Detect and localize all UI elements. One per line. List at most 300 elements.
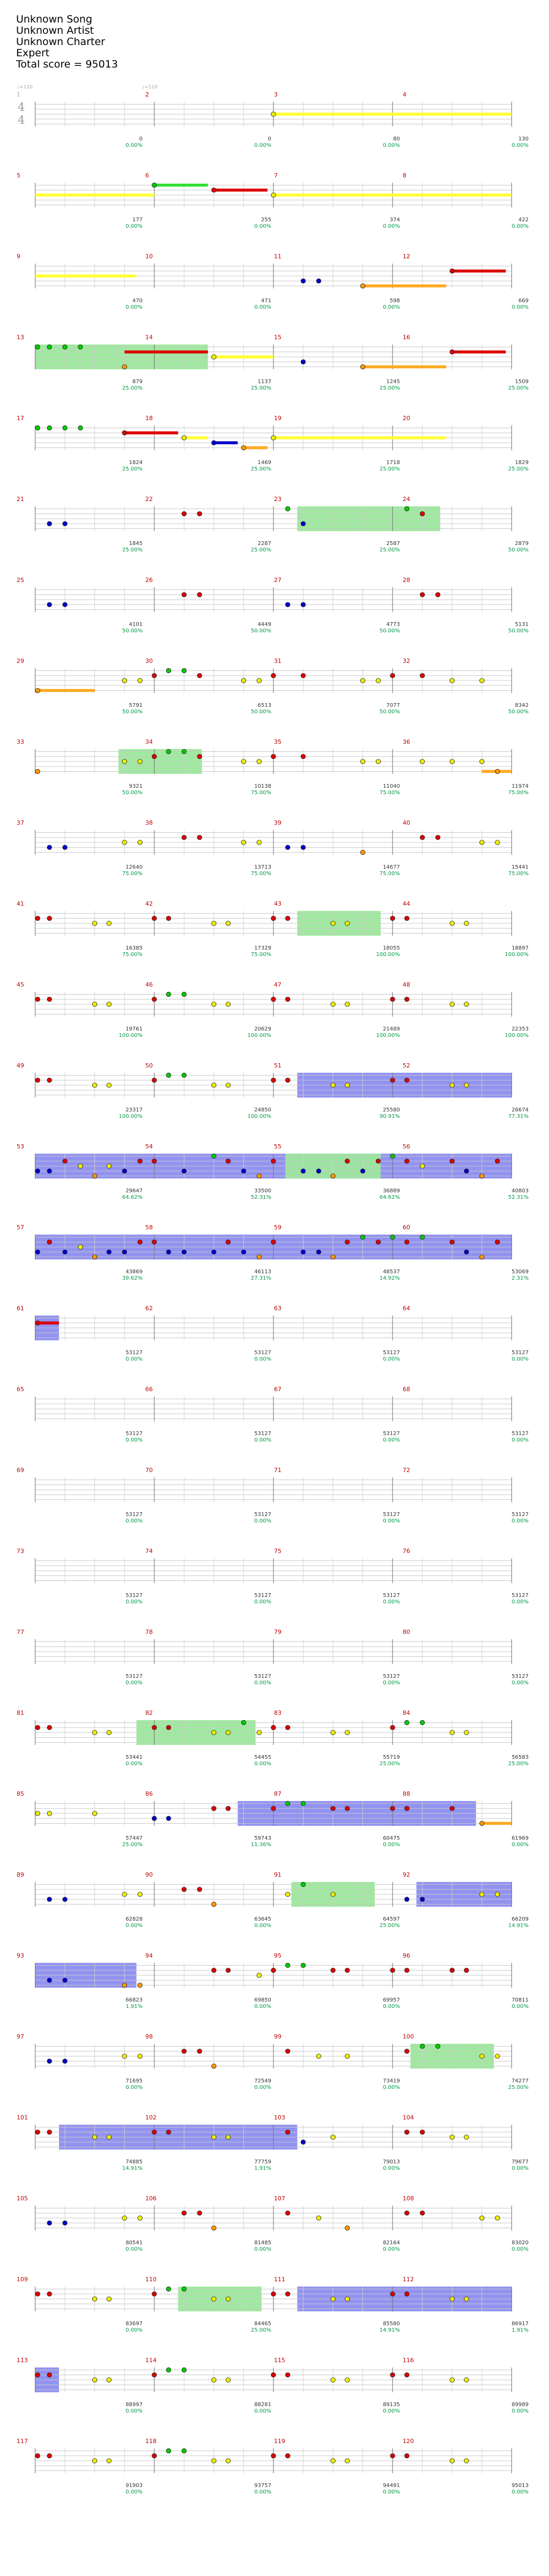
yellow-note xyxy=(241,840,246,845)
red-note xyxy=(420,511,425,516)
yellow-note xyxy=(331,1892,336,1897)
measure-score: 20629 xyxy=(254,1026,271,1032)
chart-row xyxy=(16,2356,531,2423)
green-note xyxy=(241,1720,246,1725)
yellow-note xyxy=(331,2135,336,2140)
measure-score: 6513 xyxy=(257,703,271,708)
song-difficulty: Expert xyxy=(16,47,50,59)
measure-sp-percent: 0.00% xyxy=(125,1518,143,1524)
yellow-note xyxy=(257,840,262,845)
measure-number: 24 xyxy=(403,496,410,503)
blue-note xyxy=(166,1816,171,1821)
staff xyxy=(16,182,531,208)
red-note xyxy=(405,2453,410,2458)
red-note xyxy=(301,673,306,678)
staff xyxy=(16,1881,531,1908)
measure-score: 23317 xyxy=(125,1107,143,1113)
red-note xyxy=(47,2291,52,2296)
blue-note xyxy=(63,2059,68,2064)
measure-number: 56 xyxy=(403,1143,410,1150)
red-note xyxy=(285,916,290,921)
measure-sp-percent: 100.00% xyxy=(118,1114,143,1119)
yellow-note xyxy=(226,1083,231,1088)
blue-note xyxy=(241,1169,246,1174)
green-note xyxy=(166,2287,171,2291)
measure-sp-percent: 0.00% xyxy=(383,2004,400,2010)
yellow-note xyxy=(138,678,143,683)
chart-row xyxy=(16,171,531,238)
chart-row xyxy=(16,1466,531,1533)
staff xyxy=(16,505,531,532)
red-note xyxy=(197,592,202,597)
green-note xyxy=(182,992,187,997)
measure-number: 105 xyxy=(17,2195,28,2202)
measure-sp-percent: 2.31% xyxy=(511,1275,529,1281)
red-note xyxy=(63,1159,68,1163)
measure-sp-percent: 50.00% xyxy=(508,547,529,553)
measure-score: 5791 xyxy=(129,703,143,708)
measure-score: 4773 xyxy=(386,622,400,628)
yellow-note xyxy=(464,2297,469,2302)
measure-sp-percent: 25.00% xyxy=(250,385,271,391)
chart-row xyxy=(16,2437,531,2504)
sustain-bar xyxy=(214,189,268,192)
measure-sp-percent: 0.00% xyxy=(254,1518,271,1524)
sustain-bar xyxy=(154,184,208,187)
staff xyxy=(16,1153,531,1179)
measure-sp-percent: 100.00% xyxy=(505,952,529,958)
staff xyxy=(16,991,531,1018)
measure-number: 97 xyxy=(17,2033,24,2040)
yellow-note xyxy=(226,2459,231,2463)
red-note xyxy=(152,1725,157,1730)
red-note xyxy=(345,1806,350,1811)
measure-score: 471 xyxy=(261,298,271,304)
measure-sp-percent: 0.00% xyxy=(254,2004,271,2010)
measure-score: 53127 xyxy=(511,1593,529,1599)
blue-note xyxy=(47,845,52,850)
red-note xyxy=(420,592,425,597)
blue-note xyxy=(301,360,306,364)
measure-number: 63 xyxy=(274,1305,281,1312)
measure-score: 12640 xyxy=(125,864,143,870)
measure-score: 4101 xyxy=(129,622,143,628)
blue-note xyxy=(47,521,52,526)
red-note xyxy=(166,1725,171,1730)
red-note xyxy=(166,916,171,921)
green-note xyxy=(166,992,171,997)
measure-number: 82 xyxy=(145,1709,153,1716)
measure-number: 47 xyxy=(274,981,281,988)
red-note xyxy=(390,2372,395,2377)
measure-sp-percent: 0.00% xyxy=(511,304,529,310)
measure-number: 109 xyxy=(17,2276,28,2283)
measure-number: 21 xyxy=(17,496,24,503)
blue-note xyxy=(301,521,306,526)
measure-sp-percent: 0.00% xyxy=(125,1599,143,1605)
measure-sp-percent: 0.00% xyxy=(383,2489,400,2495)
measure-score: 53127 xyxy=(383,1512,400,1518)
measure-score: 1718 xyxy=(386,460,400,466)
red-note xyxy=(138,1240,143,1244)
measure-score: 13713 xyxy=(254,864,271,870)
green-note xyxy=(182,2448,187,2453)
measure-number: 36 xyxy=(403,738,410,745)
green-note xyxy=(182,2368,187,2372)
measure-score: 0 xyxy=(268,136,271,142)
measure-number: 60 xyxy=(403,1224,410,1231)
yellow-note xyxy=(495,840,500,845)
green-note xyxy=(166,2368,171,2372)
measure-sp-percent: 0.00% xyxy=(511,2489,529,2495)
yellow-note xyxy=(212,1002,217,1007)
yellow-note xyxy=(271,112,276,117)
red-note xyxy=(35,997,40,1002)
measure-number: 58 xyxy=(145,1224,153,1231)
measure-score: 1824 xyxy=(129,460,143,466)
staff xyxy=(16,2447,531,2474)
song-title: Unknown Song xyxy=(16,13,93,25)
measure-score: 70811 xyxy=(511,1997,529,2003)
yellow-note xyxy=(122,840,127,845)
measure-number: 100 xyxy=(403,2033,414,2040)
measure-sp-percent: 0.00% xyxy=(254,2408,271,2414)
measure-sp-percent: 0.00% xyxy=(383,1437,400,1443)
sustain-bar xyxy=(482,1822,512,1825)
measure-sp-percent: 50.00% xyxy=(379,628,400,634)
measure-score: 63645 xyxy=(254,1916,271,1922)
measure-score: 11974 xyxy=(511,783,529,789)
yellow-note xyxy=(360,678,365,683)
measure-score: 19761 xyxy=(125,1026,143,1032)
blue-note xyxy=(405,1897,410,1902)
measure-number: 70 xyxy=(145,1467,153,1474)
measure-sp-percent: 0.00% xyxy=(125,223,143,229)
yellow-note xyxy=(92,1002,97,1007)
blue-note xyxy=(301,1250,306,1255)
measure-score: 53127 xyxy=(254,1674,271,1679)
red-note xyxy=(197,835,202,840)
sustain-bar xyxy=(214,441,238,444)
measure-score: 25580 xyxy=(383,1107,400,1113)
measure-score: 80 xyxy=(393,136,400,142)
yellow-note xyxy=(226,2378,231,2383)
blue-note xyxy=(63,2221,68,2226)
red-note xyxy=(435,835,440,840)
measure-sp-percent: 0.00% xyxy=(125,2408,143,2414)
blue-note xyxy=(63,1897,68,1902)
measure-sp-percent: 0.00% xyxy=(125,1356,143,1362)
red-note xyxy=(390,1968,395,1973)
red-note xyxy=(197,511,202,516)
yellow-note xyxy=(122,2216,127,2221)
yellow-note xyxy=(464,1730,469,1735)
measure-number: 34 xyxy=(145,738,153,745)
blue-note xyxy=(47,602,52,607)
staff xyxy=(16,2366,531,2393)
orange-note xyxy=(345,2226,350,2230)
measure-number: 111 xyxy=(274,2276,285,2283)
orange-note xyxy=(212,1902,217,1907)
green-note xyxy=(420,1235,425,1240)
measure-score: 59743 xyxy=(254,1835,271,1841)
sustain-bar xyxy=(184,436,207,439)
yellow-note xyxy=(450,2297,455,2302)
blue-note xyxy=(301,845,306,850)
red-note xyxy=(152,997,157,1002)
orange-note xyxy=(495,769,500,774)
chart-row xyxy=(16,414,531,481)
red-note xyxy=(197,2211,202,2215)
red-note xyxy=(390,916,395,921)
yellow-note xyxy=(285,1892,290,1897)
song-artist: Unknown Artist xyxy=(16,25,94,36)
measure-number: 1 xyxy=(17,91,20,98)
red-note xyxy=(331,1968,336,1973)
measure-sp-percent: 25.00% xyxy=(379,1923,400,1929)
measure-number: 61 xyxy=(17,1305,24,1312)
red-note xyxy=(450,268,455,273)
chart-row xyxy=(16,1061,531,1128)
yellow-note xyxy=(212,1730,217,1735)
red-note xyxy=(435,592,440,597)
measure-number: 31 xyxy=(274,658,281,664)
measure-number: 35 xyxy=(274,738,281,745)
measure-number: 94 xyxy=(145,1952,153,1959)
measure-score: 91903 xyxy=(125,2483,143,2489)
measure-score: 53127 xyxy=(383,1674,400,1679)
staff xyxy=(16,1315,531,1341)
staff xyxy=(16,2205,531,2231)
measure-sp-percent: 0.00% xyxy=(254,1761,271,1767)
measure-number: 40 xyxy=(403,819,410,826)
measure-sp-percent: 0.00% xyxy=(254,1356,271,1362)
measure-sp-percent: 1.91% xyxy=(125,2004,143,2010)
yellow-note xyxy=(122,759,127,764)
measure-sp-percent: 100.00% xyxy=(247,1033,271,1039)
green-note xyxy=(285,1801,290,1806)
green-note xyxy=(63,425,68,430)
red-note xyxy=(197,1887,202,1892)
red-note xyxy=(345,1240,350,1244)
blue-note xyxy=(212,440,217,445)
measure-score: 53127 xyxy=(511,1431,529,1437)
measure-number: 78 xyxy=(145,1629,153,1636)
measure-score: 72549 xyxy=(254,2078,271,2084)
measure-sp-percent: 0.00% xyxy=(383,2408,400,2414)
measure-score: 88997 xyxy=(125,2402,143,2408)
measure-sp-percent: 50.00% xyxy=(250,709,271,715)
red-note xyxy=(35,1320,40,1325)
yellow-note xyxy=(182,436,187,440)
blue-note xyxy=(316,1250,321,1255)
measure-number: 54 xyxy=(145,1143,153,1150)
measure-number: 113 xyxy=(17,2357,28,2364)
yellow-note xyxy=(212,355,217,360)
measure-sp-percent: 0.00% xyxy=(511,2408,529,2414)
measure-sp-percent: 0.00% xyxy=(511,2166,529,2171)
time-signature-bottom: 4 xyxy=(18,114,25,126)
measure-score: 66823 xyxy=(125,1997,143,2003)
measure-sp-percent: 0.00% xyxy=(511,1437,529,1443)
measure-number: 65 xyxy=(17,1386,24,1393)
measure-sp-percent: 14.91% xyxy=(122,2166,143,2171)
chart-row xyxy=(16,2032,531,2099)
red-note xyxy=(271,673,276,678)
red-note xyxy=(390,2453,395,2458)
measure-score: 74885 xyxy=(125,2159,143,2165)
measure-sp-percent: 25.00% xyxy=(508,2085,529,2090)
measure-number: 7 xyxy=(274,172,278,179)
measure-number: 69 xyxy=(17,1467,24,1474)
red-note xyxy=(450,1240,455,1244)
staff xyxy=(16,910,531,937)
yellow-note xyxy=(92,921,97,926)
orange-note xyxy=(122,364,127,369)
red-note xyxy=(405,2049,410,2054)
yellow-note xyxy=(212,1083,217,1088)
yellow-note xyxy=(226,2297,231,2302)
red-note xyxy=(226,1968,231,1973)
green-note xyxy=(182,749,187,754)
measure-sp-percent: 0.00% xyxy=(383,143,400,148)
chart-row xyxy=(16,1142,531,1209)
blue-note xyxy=(212,1250,217,1255)
measure-score: 1509 xyxy=(515,379,529,385)
staff xyxy=(16,586,531,613)
measure-number: 53 xyxy=(17,1143,24,1150)
measure-score: 16385 xyxy=(125,945,143,951)
yellow-note xyxy=(212,2297,217,2302)
measure-score: 11040 xyxy=(383,783,400,789)
blue-note xyxy=(35,1250,40,1255)
staff xyxy=(16,1719,531,1746)
yellow-note xyxy=(257,759,262,764)
measure-score: 1829 xyxy=(515,460,529,466)
red-note xyxy=(47,1240,52,1244)
yellow-note xyxy=(495,2054,500,2059)
chart-row xyxy=(16,2275,531,2342)
measure-sp-percent: 0.00% xyxy=(511,1680,529,1686)
measure-sp-percent: 0.00% xyxy=(511,1842,529,1848)
red-note xyxy=(152,754,157,759)
measure-score: 81485 xyxy=(254,2240,271,2246)
measure-number: 84 xyxy=(403,1709,410,1716)
blue-note xyxy=(63,1978,68,1983)
yellow-note xyxy=(331,1083,336,1088)
measure-sp-percent: 0.00% xyxy=(125,2489,143,2495)
measure-score: 53127 xyxy=(254,1350,271,1356)
measure-score: 56583 xyxy=(511,1754,529,1760)
measure-score: 8342 xyxy=(515,703,529,708)
measure-sp-percent: 0.00% xyxy=(254,1923,271,1929)
measure-score: 53127 xyxy=(511,1512,529,1518)
blue-note xyxy=(47,2221,52,2226)
blue-note xyxy=(166,1250,171,1255)
green-note xyxy=(405,506,410,511)
measure-number: 87 xyxy=(274,1790,281,1797)
measure-sp-percent: 75.00% xyxy=(250,871,271,877)
staff xyxy=(16,1800,531,1827)
measure-score: 66209 xyxy=(511,1916,529,1922)
measure-score: 5131 xyxy=(515,622,529,628)
measure-number: 91 xyxy=(274,1871,281,1878)
measure-number: 66 xyxy=(145,1386,153,1393)
measure-score: 17329 xyxy=(254,945,271,951)
yellow-note xyxy=(376,759,381,764)
measure-sp-percent: 0.00% xyxy=(511,2004,529,2010)
yellow-note xyxy=(316,2216,321,2221)
yellow-note xyxy=(241,678,246,683)
red-note xyxy=(405,2291,410,2296)
measure-score: 88281 xyxy=(254,2402,271,2408)
measure-score: 53127 xyxy=(383,1593,400,1599)
red-note xyxy=(152,2291,157,2296)
yellow-note xyxy=(107,1083,112,1088)
measure-number: 75 xyxy=(274,1548,281,1555)
measure-number: 5 xyxy=(17,172,20,179)
blue-note xyxy=(63,845,68,850)
red-note xyxy=(212,1968,217,1973)
yellow-note xyxy=(450,921,455,926)
measure-score: 1469 xyxy=(257,460,271,466)
red-note xyxy=(390,997,395,1002)
staff xyxy=(16,2124,531,2151)
orange-note xyxy=(331,1174,336,1178)
yellow-note xyxy=(92,1083,97,1088)
red-note xyxy=(152,673,157,678)
staff xyxy=(16,2286,531,2312)
yellow-note xyxy=(450,1730,455,1735)
staff xyxy=(16,2043,531,2070)
yellow-note xyxy=(92,2135,97,2140)
measure-score: 80541 xyxy=(125,2240,143,2246)
chart-row xyxy=(16,495,531,562)
measure-sp-percent: 75.00% xyxy=(379,871,400,877)
time-signature xyxy=(18,101,25,126)
chart-row xyxy=(16,1951,531,2018)
measure-sp-percent: 0.00% xyxy=(254,223,271,229)
measure-score: 53127 xyxy=(511,1350,529,1356)
red-note xyxy=(420,835,425,840)
measure-number: 71 xyxy=(274,1467,281,1474)
yellow-note xyxy=(78,1245,83,1250)
measure-sp-percent: 25.00% xyxy=(122,1842,143,1848)
staff xyxy=(16,1234,531,1260)
measure-score: 40803 xyxy=(511,1188,529,1194)
red-note xyxy=(495,1240,500,1244)
yellow-note xyxy=(35,1811,40,1816)
measure-sp-percent: 0.00% xyxy=(383,304,400,310)
red-note xyxy=(47,2130,52,2134)
staff xyxy=(16,1476,531,1503)
green-note xyxy=(166,749,171,754)
red-note xyxy=(450,349,455,354)
blue-note xyxy=(316,1169,321,1174)
red-note xyxy=(285,1078,290,1082)
chart-row xyxy=(16,737,531,804)
blue-note xyxy=(122,1250,127,1255)
measure-sp-percent: 0.00% xyxy=(125,2327,143,2333)
orange-note xyxy=(92,1255,97,1259)
measure-number: 62 xyxy=(145,1305,153,1312)
chart-row xyxy=(16,980,531,1047)
measure-number: 45 xyxy=(17,981,24,988)
measure-number: 22 xyxy=(145,496,153,503)
yellow-note xyxy=(450,759,455,764)
sustain-bar xyxy=(273,436,446,439)
measure-score: 79677 xyxy=(511,2159,529,2165)
